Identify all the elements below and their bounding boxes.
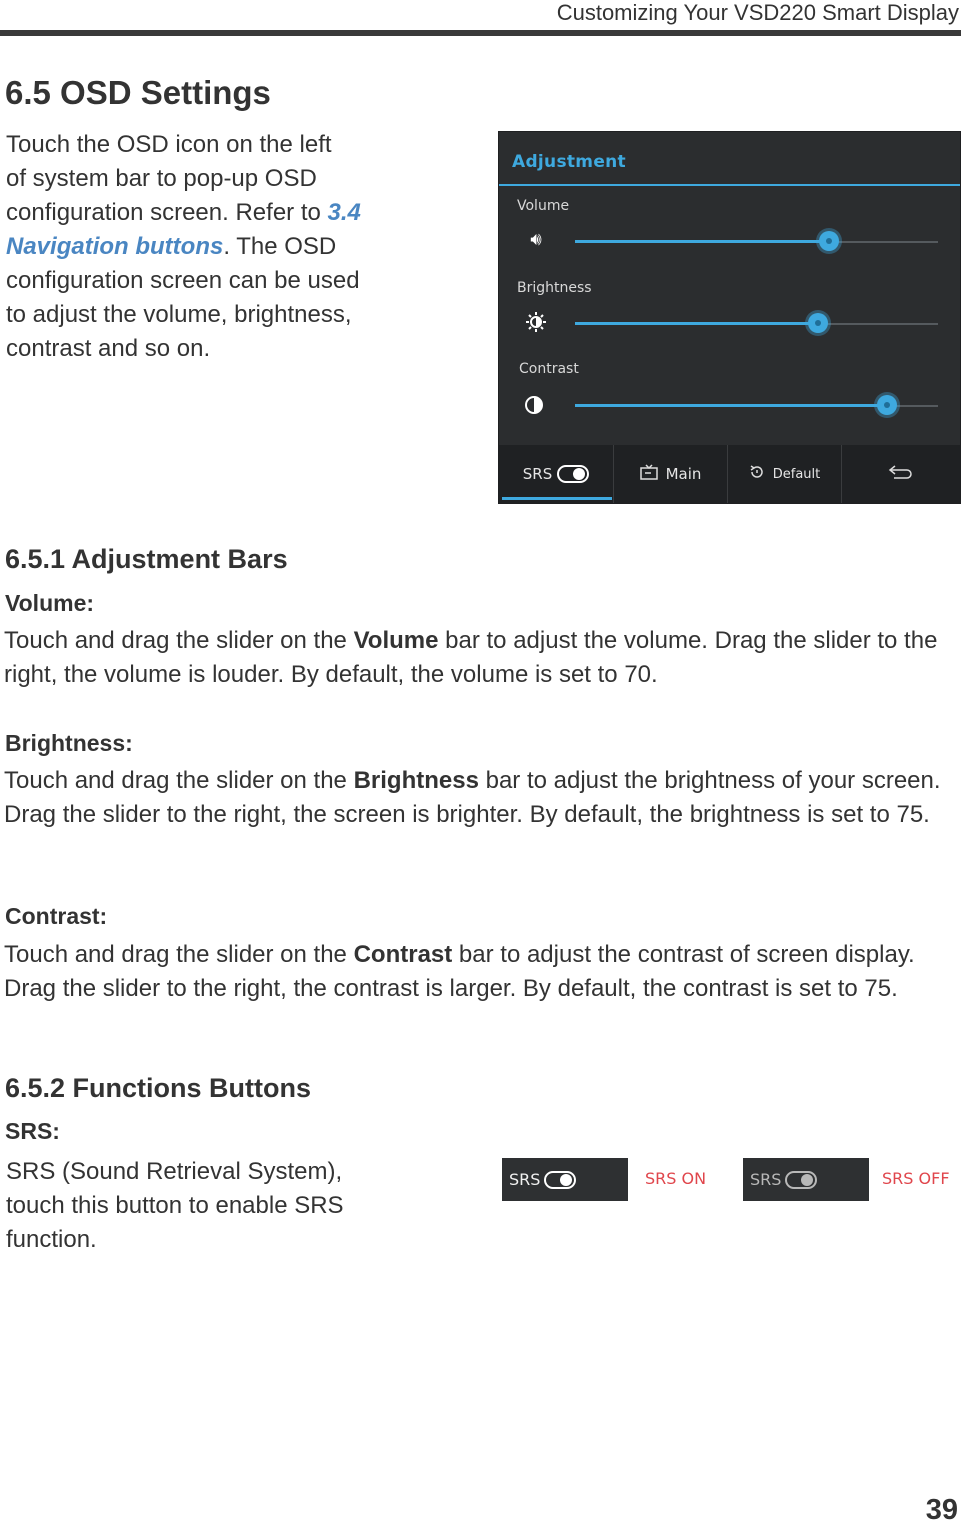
tab-default-label: Default [772,466,821,482]
volume-paragraph: Touch and drag the slider on the Volume bar to adjust the volume. Drag the slider to the right, the volume is louder. By default, the volume is set to 70. [4,627,938,688]
toggle-icon [557,465,589,483]
nav-buttons-link[interactable]: 3.4 [327,199,361,226]
srs-on-label: SRS [509,1170,541,1189]
osd-tab-bar [499,445,960,503]
tab-srs-underline [502,497,612,500]
srs-off-label: SRS [750,1170,782,1189]
brightness-slider[interactable] [575,323,938,326]
intro-line: configuration screen can be used [6,267,360,294]
srs-line: SRS (Sound Retrieval System), [6,1158,343,1185]
srs-paragraph [6,1155,436,1257]
brightness-heading: Brightness: [5,730,133,756]
nav-buttons-link[interactable]: Navigation buttons [6,233,224,260]
intro-line: Touch the OSD icon on the left [6,131,332,158]
srs-off-tag: SRS OFF [882,1169,950,1188]
osd-screenshot [498,131,961,504]
brightness-slider-knob[interactable] [808,313,828,333]
toggle-icon [544,1171,576,1189]
subsection-title: 6.5.1 Adjustment Bars [5,544,288,574]
contrast-heading: Contrast: [5,903,108,929]
intro-line: Navigation buttons. The OSD [6,233,337,260]
header-rule [0,30,961,36]
volume-slider[interactable] [575,241,938,244]
srs-line: function. [6,1226,97,1253]
reset-icon [749,464,765,484]
slider-fill [575,240,829,243]
tab-main[interactable] [614,445,728,503]
osd-title: Adjustment [512,152,626,172]
srs-on-button [502,1158,628,1201]
intro-line: to adjust the volume, brightness, [6,301,352,328]
srs-off-button [743,1158,869,1201]
toggle-icon [785,1171,817,1189]
section-title: 6.5 OSD Settings [5,74,271,111]
speaker-icon: 🔊︎ [530,229,542,250]
page-number: 39 [925,1494,958,1526]
tab-main-label: Main [665,465,702,483]
back-icon [888,464,914,484]
contrast-label: Contrast [519,361,579,377]
contrast-slider-knob[interactable] [877,395,897,415]
volume-label: Volume [517,198,570,214]
osd-title-rule [499,184,960,186]
tab-srs-label: SRS [522,465,553,483]
contrast-slider[interactable] [575,405,938,408]
main-icon [640,464,658,484]
slider-fill [575,404,887,407]
brightness-label: Brightness [517,280,592,296]
intro-line: of system bar to pop-up OSD [6,165,317,192]
intro-line: contrast and so on. [6,335,211,362]
srs-line: touch this button to enable SRS [6,1192,344,1219]
tab-srs[interactable] [499,445,614,503]
contrast-icon [523,395,545,420]
tab-back[interactable] [842,445,960,503]
volume-heading: Volume: [5,590,95,616]
intro-line: configuration screen. Refer to 3.4 [6,199,361,226]
tab-default[interactable] [728,445,842,503]
subsection-title: 6.5.2 Functions Buttons [5,1073,312,1103]
running-header: Customizing Your VSD220 Smart Display [556,0,959,25]
slider-fill [575,322,818,325]
brightness-paragraph: Touch and drag the slider on the Brightness bar to adjust the brightness of your screen. Drag the slider to the right, the screen is brighter. By default, the brightness is set to 75. [4,767,941,828]
srs-on-tag: SRS ON [645,1169,707,1188]
volume-slider-knob[interactable] [819,231,839,251]
contrast-paragraph: Touch and drag the slider on the Contrast bar to adjust the contrast of screen display. Drag the slider to the right, the contrast is larger. By default, the contrast is set to 75. [4,941,915,1002]
intro-paragraph [6,128,446,366]
brightness-icon [525,312,547,337]
srs-heading: SRS: [5,1118,60,1144]
